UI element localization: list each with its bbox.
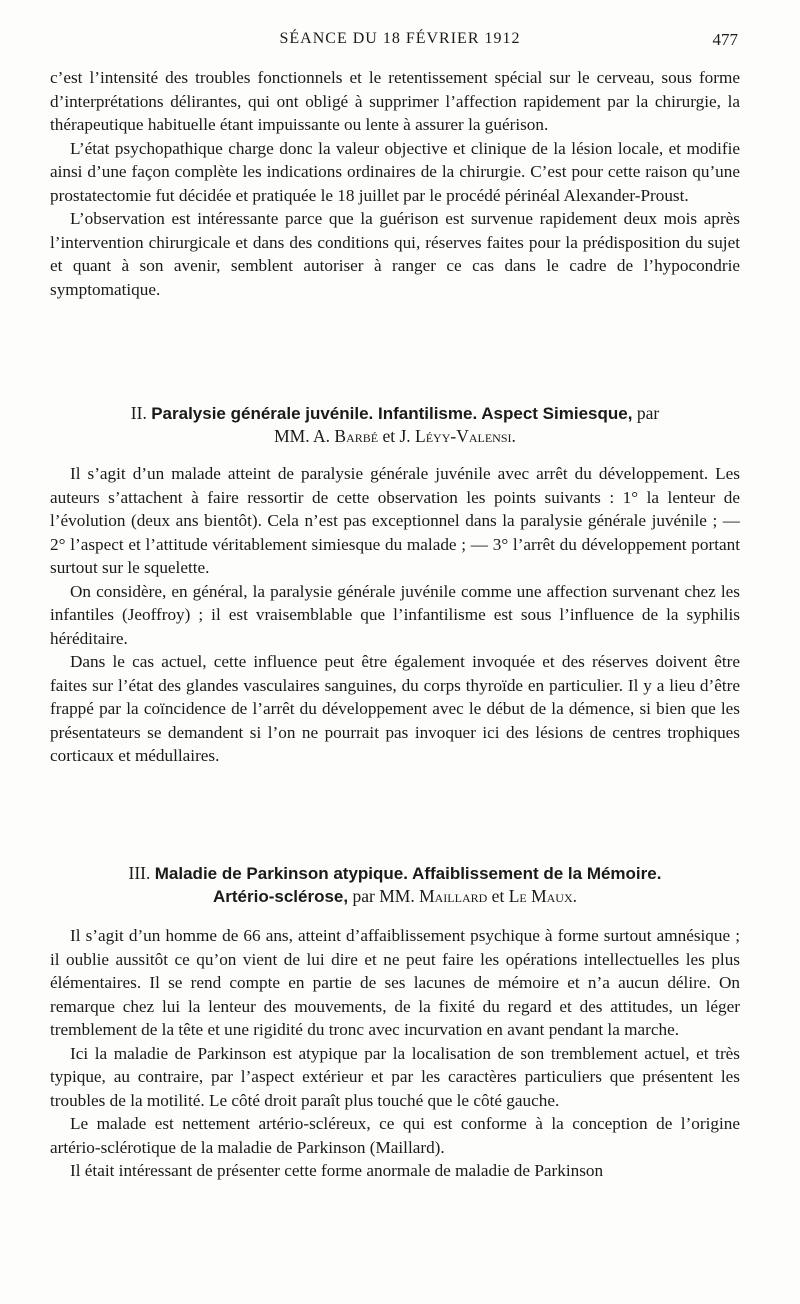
paragraph: Il s’agit d’un homme de 66 ans, atteint d’affaiblissement psychique à forme surtout amnésique ; il oublie aussitôt ce qu’on vient de lui dire et ne peut faire les opérations intellectuelles les plus élémentaires. Il se rend compte en partie de ses lacunes de mémoire et n’a aucun délire. On remarque chez lui la lenteur des mouvements, de la fixité du regard et des attitudes, un léger tremblement de la tête et une rigidité du tronc avec incurvation en avant pendant la marche. [50, 926, 740, 1039]
paragraph: Il était intéressant de présenter cette forme anormale de maladie de Parkinson [70, 1161, 604, 1180]
section-body-2 [50, 462, 740, 768]
section-authors: Artério-sclérose, par MM. Maillard et Le Maux. [212, 886, 578, 906]
paragraph: Il s’agit d’un malade atteint de paralysie générale juvénile avec arrêt du développement. Les auteurs s’attachent à faire ressortir de cette observation les points suivants : 1° la lenteur de l’évolution (deux ans bientôt). Cela n’est pas exceptionnel dans la paralysie générale juvénile ; — 2° l’aspect et l’attitude véritablement simiesque du malade ; — 3° l’arrêt du développement portant surtout sur le squelette. [50, 464, 740, 577]
paragraph: L’observation est intéressante parce que la guérison est survenue rapidement deux mois après l’intervention chirurgicale et dans des conditions qui, réserves faites pour la prédisposition du sujet et quant à son avenir, semblent autoriser à ranger ce cas dans le cadre de l’hypocondrie symptomatique. [50, 209, 740, 299]
section-number: II. [130, 403, 147, 423]
page-number: 477 [712, 30, 738, 49]
paragraph: L’état psychopathique charge donc la valeur objective et clinique de la lésion locale, et modifie ainsi d’une façon complète les indications ordinaires de la chirurgie. C’est pour cette raison qu’une prostatectomie fut décidée et pratiquée le 18 juillet par le procédé périnéal Alexander-Proust. [50, 138, 740, 205]
section-heading-2 [50, 402, 740, 447]
author-name: Léyy-Valensi. [415, 426, 516, 446]
section-title-text: Artério-sclérose, [212, 887, 349, 906]
author-name: Maillard [419, 886, 488, 906]
section-title-text: Maladie de Parkinson atypique. Affaiblissement de la Mémoire. [154, 864, 662, 883]
continuation-text [50, 66, 740, 301]
page-header [0, 30, 800, 54]
paragraph: Ici la maladie de Parkinson est atypique par la localisation de son tremblement actuel, et très typique, au contraire, par l’aspect extérieur et par les caractères particuliers que présentent les troubles de la motilité. Le côté droit paraît plus touché que le côté gauche. [50, 1043, 740, 1110]
section-authors: MM. A. Barbé et J. Léyy-Valensi. [274, 426, 516, 446]
author-name: Barbé [334, 426, 379, 446]
section-title [50, 402, 740, 425]
paragraph: On considère, en général, la paralysie générale juvénile comme une affection survenant chez les infantiles (Jeoffroy) ; il est vraisemblable que l’infantilisme est sous l’influence de la syphilis héréditaire. [50, 581, 740, 648]
paragraph: Le malade est nettement artério-scléreux, ce qui est conforme à la conception de l’origine artério-sclérotique de la maladie de Parkinson (Maillard). [50, 1114, 740, 1157]
section-number: III. [128, 863, 151, 883]
paragraph: Dans le cas actuel, cette influence peut être également invoquée et des réserves doivent être faites sur l’état des glandes vasculaires sanguines, du corps thyroïde en particulier. Il y a lieu d’être frappé par la coïncidence de l’arrêt du développement avec le début de la démence, si bien que les présentateurs se demandent si l’on ne pourrait pas invoquer ici des lésions de centres trophiques corticaux et médullaires. [50, 652, 740, 765]
section-by: par [636, 403, 660, 423]
author-name: Le Maux. [508, 886, 578, 906]
running-head: SÉANCE DU 18 FÉVRIER 1912 [279, 30, 521, 47]
section-heading-3 [50, 862, 740, 908]
section-title-text: Paralysie générale juvénile. Infantilisme. Aspect Simiesque, [151, 404, 633, 423]
section-body-3 [50, 924, 740, 1183]
paragraph: c’est l’intensité des troubles fonctionnels et le retentissement spécial sur le cerveau, sous forme d’interprétations délirantes, qui ont obligé à supprimer l’affection rapidement par la chirurgie, la thérapeutique habituelle étant impuissante ou lente à assurer la guérison. [50, 68, 740, 134]
section-title [50, 862, 740, 885]
